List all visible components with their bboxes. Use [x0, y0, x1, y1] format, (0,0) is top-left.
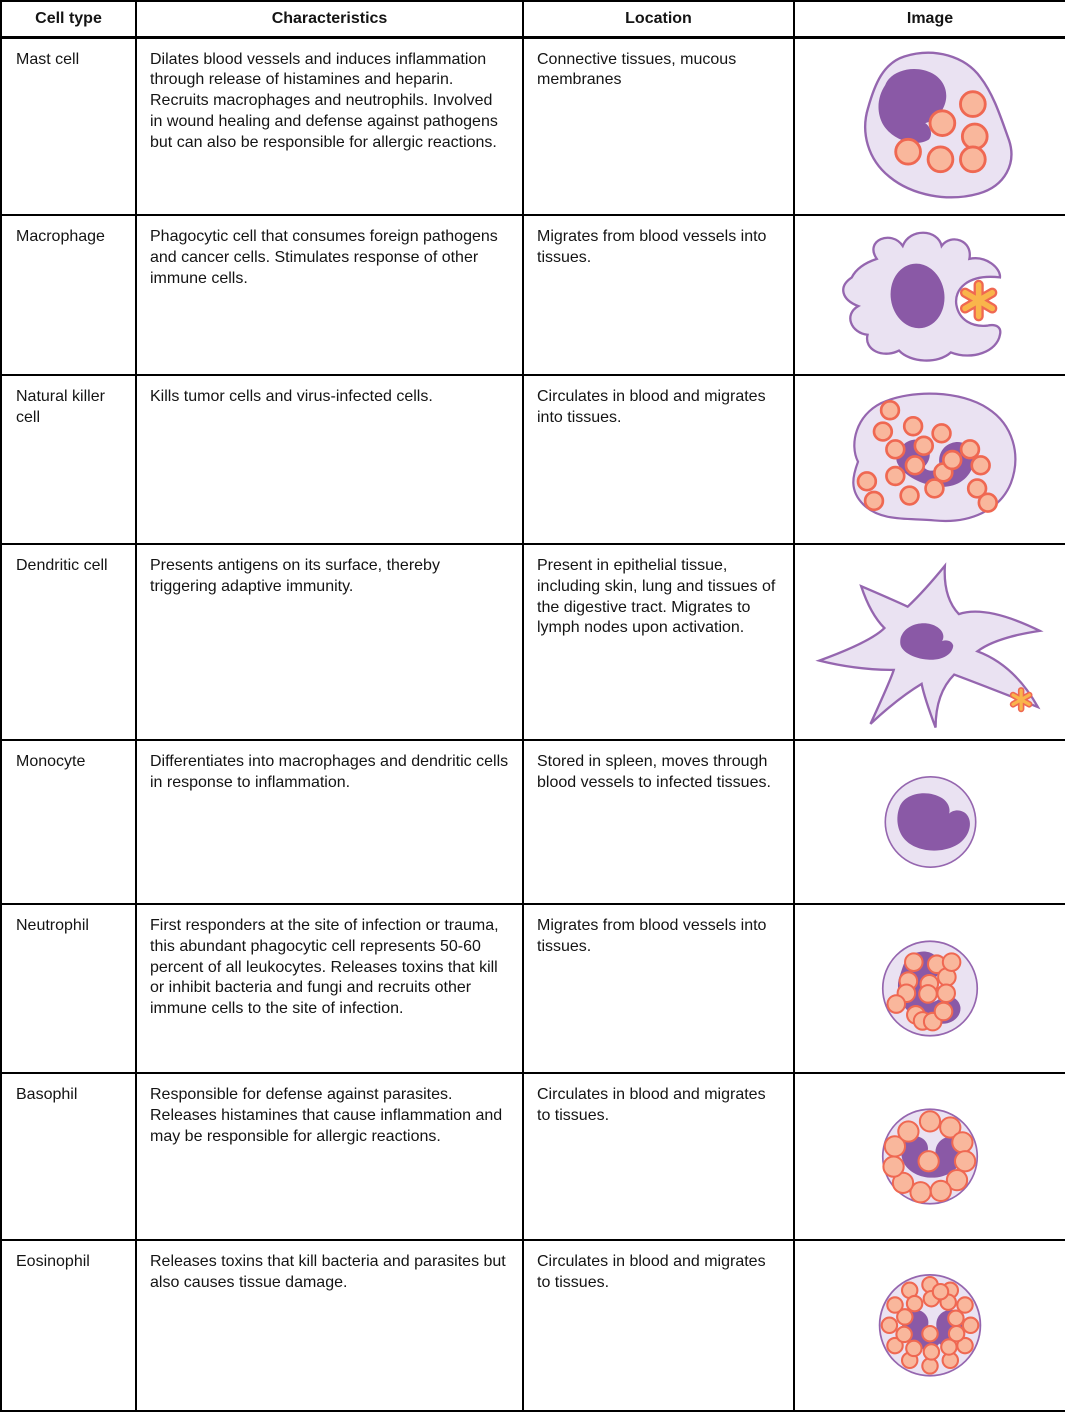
table-row [1, 904, 1065, 1073]
pathogen-asterisk-icon [1013, 690, 1029, 709]
characteristics-text: Releases toxins that kill bacteria and parasites but also causes tissue damage. [136, 1240, 523, 1411]
cell-type-label: Basophil [1, 1073, 136, 1240]
table-row [1, 740, 1065, 904]
image-cell [794, 1073, 1065, 1240]
image-cell [794, 215, 1065, 375]
image-cell [794, 375, 1065, 544]
cell-type-label: Natural killer cell [1, 375, 136, 544]
header-location: Location [523, 1, 794, 37]
macrophage-illustration [808, 220, 1053, 370]
table-row [1, 1240, 1065, 1411]
location-text: Stored in spleen, moves through blood vessels to infected tissues. [523, 740, 794, 904]
cell-type-label: Eosinophil [1, 1240, 136, 1411]
characteristics-text: Responsible for defense against parasites. Releases histamines that cause inflammation and may be responsible for allergic reactions. [136, 1073, 523, 1240]
characteristics-text: Dilates blood vessels and induces inflammation through release of histamines and heparin. Recruits macrophages and neutrophils. Involved in wound healing and defense against pathogens but can also be responsible for allergic reactions. [136, 37, 523, 215]
image-cell [794, 904, 1065, 1073]
cell-type-label: Neutrophil [1, 904, 136, 1073]
image-cell [794, 1240, 1065, 1411]
location-text: Circulates in blood and migrates into tissues. [523, 375, 794, 544]
header-image: Image [794, 1, 1065, 37]
table-row [1, 375, 1065, 544]
image-cell [794, 544, 1065, 740]
header-cell-type: Cell type [1, 1, 136, 37]
characteristics-text: Kills tumor cells and virus-infected cells. [136, 375, 523, 544]
image-cell [794, 37, 1065, 215]
cell-type-label: Dendritic cell [1, 544, 136, 740]
dendritic-cell-illustration [804, 549, 1056, 735]
table-row [1, 1073, 1065, 1240]
cell-type-label: Monocyte [1, 740, 136, 904]
characteristics-text: Phagocytic cell that consumes foreign pathogens and cancer cells. Stimulates response of other immune cells. [136, 215, 523, 375]
natural-killer-cell-illustration [810, 382, 1050, 538]
location-text: Present in epithelial tissue, including skin, lung and tissues of the digestive tract. Migrates to lymph nodes upon activation. [523, 544, 794, 740]
location-text: Migrates from blood vessels into tissues. [523, 904, 794, 1073]
table-row [1, 37, 1065, 215]
header-row [1, 1, 1065, 37]
table-row [1, 215, 1065, 375]
location-text: Circulates in blood and migrates to tissues. [523, 1073, 794, 1240]
location-text: Connective tissues, mucous membranes [523, 37, 794, 215]
characteristics-text: Presents antigens on its surface, thereby triggering adaptive immunity. [136, 544, 523, 740]
eosinophil-illustration [846, 1246, 1014, 1406]
characteristics-text: Differentiates into macrophages and dendritic cells in response to inflammation. [136, 740, 523, 904]
header-characteristics: Characteristics [136, 1, 523, 37]
image-cell [794, 740, 1065, 904]
cell-type-label: Mast cell [1, 37, 136, 215]
cell-type-label: Macrophage [1, 215, 136, 375]
location-text: Migrates from blood vessels into tissues. [523, 215, 794, 375]
table-row [1, 544, 1065, 740]
mast-cell-illustration [830, 45, 1030, 207]
basophil-illustration [849, 1079, 1011, 1234]
monocyte-illustration [853, 747, 1008, 897]
pathogen-asterisk-icon [965, 285, 992, 316]
characteristics-text: First responders at the site of infection or trauma, this abundant phagocytic cell represents 50-60 percent of all leukocytes. Releases toxins that kill or inhibit bacteria and fungi and recruits other immune cells to the site of infection. [136, 904, 523, 1073]
neutrophil-illustration [849, 911, 1011, 1066]
location-text: Circulates in blood and migrates to tissues. [523, 1240, 794, 1411]
